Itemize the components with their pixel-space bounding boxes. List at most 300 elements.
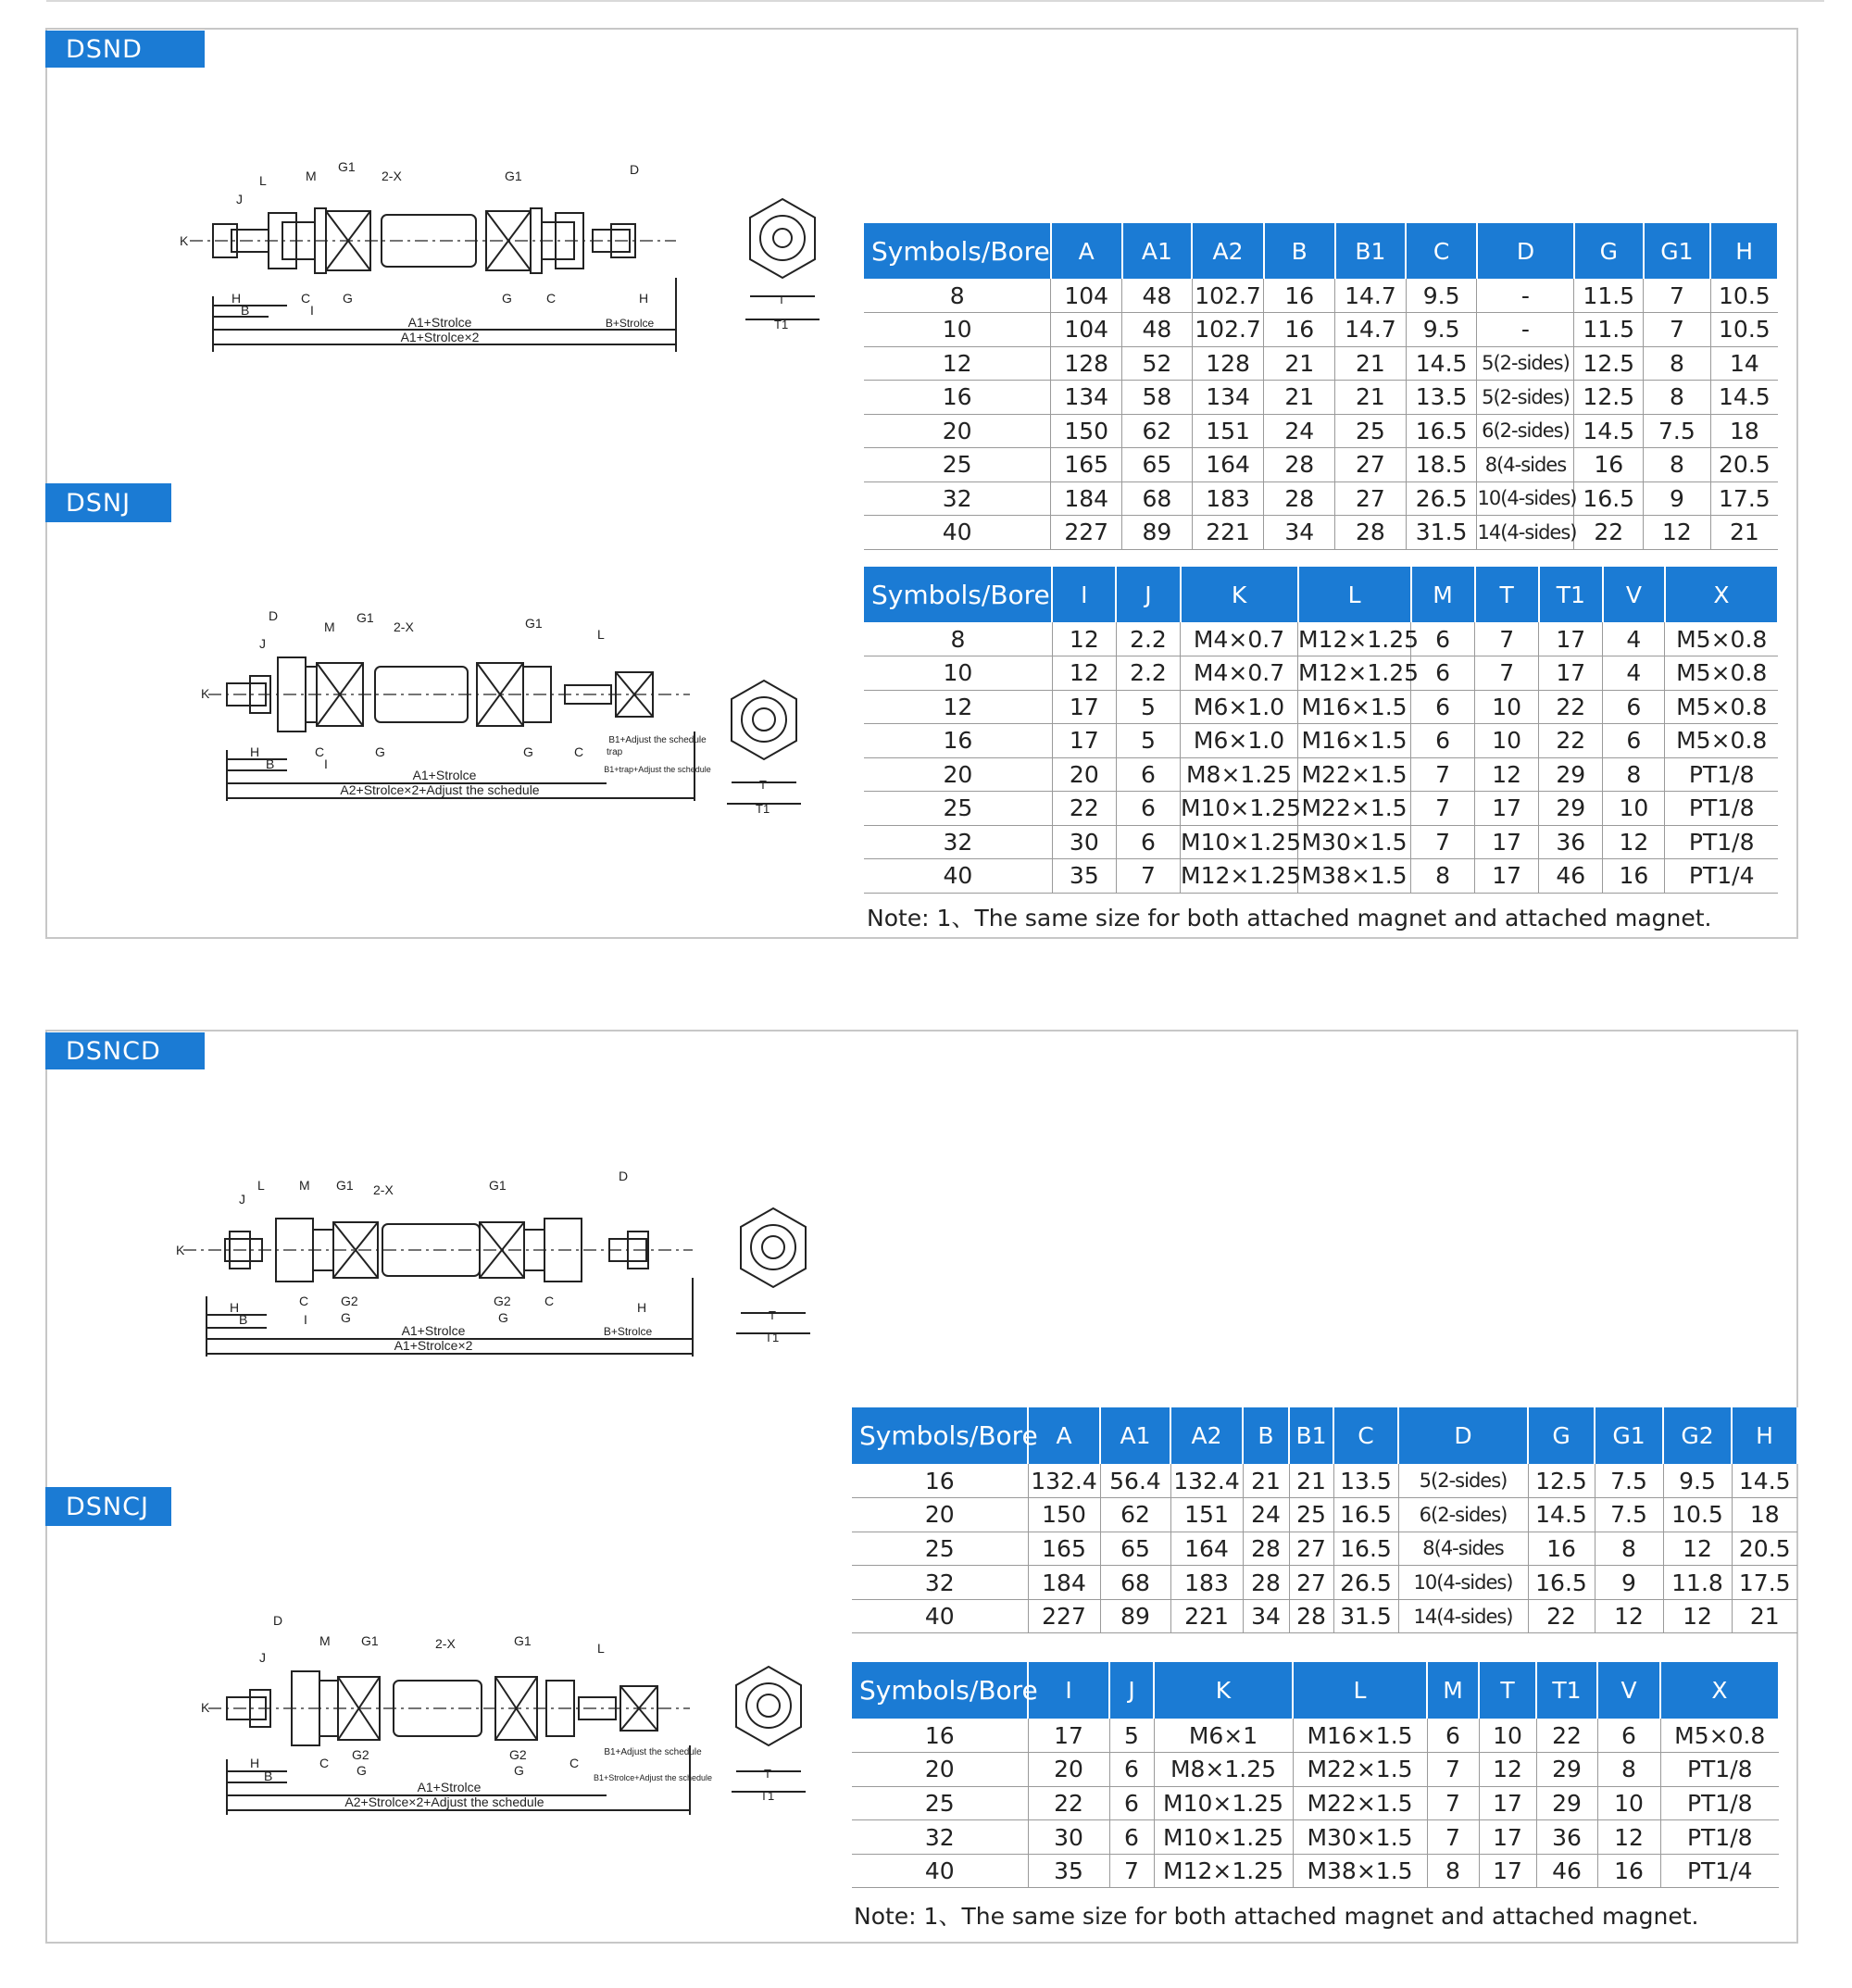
table-cell: 46 [1539, 859, 1603, 894]
column-header: G [1574, 223, 1644, 279]
table-cell: 134 [1051, 381, 1122, 415]
table-cell: 151 [1170, 1498, 1243, 1532]
table-cell: 7.5 [1595, 1464, 1663, 1498]
dim-letter: J [259, 636, 266, 651]
table-cell: M6×1 [1154, 1719, 1293, 1753]
column-header: I [1028, 1662, 1109, 1719]
table-cell: 7 [1427, 1786, 1479, 1820]
table-cell: 10 [1479, 1719, 1536, 1753]
table-cell: 16.5 [1406, 414, 1477, 448]
column-header: T1 [1536, 1662, 1597, 1719]
table-row [864, 724, 1778, 758]
table-cell: 8 [1603, 757, 1665, 792]
table-cell: 10 [1475, 724, 1539, 758]
table-cell: 12 [1479, 1753, 1536, 1787]
table-cell: 62 [1100, 1498, 1170, 1532]
table-cell: 4 [1603, 622, 1665, 656]
dim-letter: M [319, 1633, 331, 1648]
table-cell: 14.7 [1335, 313, 1407, 347]
table-cell: 2.2 [1116, 656, 1180, 691]
table-cell: 48 [1122, 279, 1193, 313]
dim-letter: H [637, 1300, 647, 1315]
table-cell: 12 [864, 346, 1051, 381]
table-cell: 21 [1264, 346, 1335, 381]
table-cell: 21 [1710, 516, 1778, 550]
table-cell: M5×0.8 [1665, 690, 1778, 724]
table-cell: 25 [864, 792, 1052, 826]
table-cell: 165 [1051, 448, 1122, 482]
table-cell: 20 [1052, 757, 1116, 792]
table-cell: 183 [1170, 1566, 1243, 1600]
table-cell: 6 [1411, 656, 1475, 691]
table-cell: 6 [1109, 1820, 1154, 1855]
dim-letter: 2-X [373, 1182, 394, 1197]
dim-letter: T [778, 293, 785, 306]
dim-letter: B [239, 1312, 248, 1327]
table-cell: 11.5 [1574, 313, 1644, 347]
section-tag-dsncd: DSNCD [45, 1032, 205, 1069]
table-row [864, 414, 1778, 448]
table-cell: 6 [1116, 792, 1180, 826]
column-header: J [1116, 567, 1180, 622]
table-cell: 32 [864, 825, 1052, 859]
table-cell: 151 [1192, 414, 1264, 448]
table-cell: 7 [1427, 1820, 1479, 1855]
table-cell: 34 [1264, 516, 1335, 550]
dim-label: B1+trap+Adjust the schedule [604, 765, 711, 774]
table-cell: 132.4 [1028, 1464, 1100, 1498]
table-cell: 7 [1644, 313, 1711, 347]
section-tag-dsncj: DSNCJ [45, 1487, 171, 1526]
table-cell: 65 [1100, 1532, 1170, 1566]
table-cell: 10 [1597, 1786, 1660, 1820]
spec-table-dsncd-dimensions [852, 1407, 1798, 1633]
dim-letter: H [250, 1756, 260, 1770]
table-cell: 16 [1264, 279, 1335, 313]
table-cell: 17 [1475, 859, 1539, 894]
table-cell: 102.7 [1192, 313, 1264, 347]
table-cell: 227 [1051, 516, 1122, 550]
column-header: K [1181, 567, 1298, 622]
table-cell: 8(4-sides [1477, 448, 1574, 482]
spec-table-dsncj-dimensions [852, 1662, 1780, 1888]
table-row [864, 346, 1778, 381]
table-cell: 8 [1644, 448, 1711, 482]
column-header: A1 [1122, 223, 1193, 279]
table-cell: 10(4-sides) [1477, 481, 1574, 516]
table-cell: 89 [1122, 516, 1193, 550]
dim-letter: 2-X [382, 169, 402, 183]
table-cell: 16 [852, 1719, 1028, 1753]
table-cell: 150 [1028, 1498, 1100, 1532]
table-row [864, 448, 1778, 482]
table-cell: 10 [864, 313, 1051, 347]
dim-label: A1+Strolce×2 [400, 330, 480, 344]
dim-letter: G [341, 1310, 351, 1325]
table-cell: 21 [1335, 346, 1407, 381]
table-cell: 10.5 [1663, 1498, 1732, 1532]
table-cell: 20 [864, 757, 1052, 792]
table-cell: 20 [1028, 1753, 1109, 1787]
table-cell: 8(4-sides [1398, 1532, 1528, 1566]
dim-letter: C [569, 1756, 580, 1770]
table-cell: 14.5 [1732, 1464, 1797, 1498]
table-cell: 7 [1427, 1753, 1479, 1787]
table-cell: 22 [1028, 1786, 1109, 1820]
table-cell: M22×1.5 [1293, 1786, 1427, 1820]
table-cell: M12×1.25 [1154, 1854, 1293, 1888]
table-cell: 25 [852, 1786, 1028, 1820]
table-row [864, 792, 1778, 826]
table-cell: 10 [1475, 690, 1539, 724]
table-cell: 29 [1536, 1753, 1597, 1787]
table-row [852, 1820, 1779, 1855]
table-cell: 26.5 [1333, 1566, 1398, 1600]
dim-label: B1+Adjust the schedule [604, 1747, 702, 1757]
table-cell: 7 [1411, 792, 1475, 826]
table-cell: 104 [1051, 279, 1122, 313]
table-cell: 8 [1644, 381, 1711, 415]
column-header: M [1411, 567, 1475, 622]
table-cell: 8 [1597, 1753, 1660, 1787]
dim-letter: H [232, 291, 242, 306]
column-header: M [1427, 1662, 1479, 1719]
table-cell: M22×1.5 [1298, 757, 1411, 792]
table-cell: 27 [1335, 481, 1407, 516]
table-row [864, 279, 1778, 313]
table-cell: 17 [1052, 724, 1116, 758]
dim-letter: G2 [509, 1747, 527, 1762]
table-cell: 16.5 [1528, 1566, 1595, 1600]
table-cell: M12×1.25 [1298, 656, 1411, 691]
table-cell: PT1/8 [1665, 825, 1778, 859]
dim-letter: H [639, 291, 649, 306]
dim-label: A1+Strolce [412, 768, 477, 782]
top-rule [46, 0, 1824, 2]
table-cell: 12 [1644, 516, 1711, 550]
dim-letter: 2-X [435, 1636, 456, 1651]
dim-letter: D [619, 1169, 629, 1183]
column-header: C [1333, 1407, 1398, 1464]
table-cell: 165 [1028, 1532, 1100, 1566]
table-cell: 30 [1028, 1820, 1109, 1855]
column-header: J [1109, 1662, 1154, 1719]
table-cell: 8 [1411, 859, 1475, 894]
table-cell: 7.5 [1644, 414, 1711, 448]
column-header: D [1477, 223, 1574, 279]
dim-letter: H [230, 1300, 240, 1315]
table-cell: 21 [1335, 381, 1407, 415]
table-cell: M5×0.8 [1660, 1719, 1779, 1753]
table-header-row [852, 1662, 1779, 1719]
table-cell: 40 [852, 1854, 1028, 1888]
table-cell: M10×1.25 [1154, 1786, 1293, 1820]
table-cell: 6 [1411, 724, 1475, 758]
dim-letter: C [544, 1294, 555, 1308]
column-header: B1 [1335, 223, 1407, 279]
table-cell: 128 [1192, 346, 1264, 381]
dim-letter: L [257, 1178, 265, 1193]
column-header: Symbols/Bore [864, 567, 1052, 622]
column-header: V [1603, 567, 1665, 622]
dim-letter: K [176, 1243, 185, 1257]
table-cell: 4 [1603, 656, 1665, 691]
table-cell: 6 [1411, 622, 1475, 656]
table-cell: 29 [1539, 792, 1603, 826]
dim-letter: trap [607, 747, 623, 757]
table-cell: 22 [1536, 1719, 1597, 1753]
dim-letter: T1 [760, 1789, 775, 1803]
table-cell: 5(2-sides) [1477, 381, 1574, 415]
dim-letter: G1 [525, 616, 543, 631]
table-cell: 221 [1170, 1599, 1243, 1633]
column-header: D [1398, 1407, 1528, 1464]
table-cell: 17 [1475, 825, 1539, 859]
table-cell: 11.8 [1663, 1566, 1732, 1600]
note-text: Note: 1、The same size for both attached magnet and attached magnet. [854, 1903, 1699, 1930]
dim-letter: J [259, 1650, 266, 1665]
table-cell: PT1/4 [1665, 859, 1778, 894]
table-cell: M10×1.25 [1181, 792, 1298, 826]
table-cell: 28 [1264, 481, 1335, 516]
dim-letter: J [239, 1192, 245, 1207]
table-cell: - [1477, 313, 1574, 347]
table-cell: 46 [1536, 1854, 1597, 1888]
table-cell: PT1/8 [1660, 1820, 1779, 1855]
table-cell: 10.5 [1710, 313, 1778, 347]
table-cell: 6(2-sides) [1398, 1498, 1528, 1532]
table-cell: 16.5 [1333, 1498, 1398, 1532]
dim-letter: G2 [352, 1747, 369, 1762]
table-cell: 16 [1597, 1854, 1660, 1888]
table-cell: PT1/8 [1665, 792, 1778, 826]
table-cell: 58 [1122, 381, 1193, 415]
table-cell: M10×1.25 [1181, 825, 1298, 859]
table-cell: 16 [1264, 313, 1335, 347]
column-header: G2 [1663, 1407, 1732, 1464]
note-text: Note: 1、The same size for both attached magnet and attached magnet. [867, 905, 1712, 931]
column-header: V [1597, 1662, 1660, 1719]
column-header: T [1479, 1662, 1536, 1719]
table-cell: 12 [1663, 1599, 1732, 1633]
table-cell: M16×1.5 [1298, 690, 1411, 724]
dim-letter: B [241, 303, 250, 318]
table-cell: 8 [1595, 1532, 1663, 1566]
table-cell: 12 [1603, 825, 1665, 859]
table-cell: 36 [1539, 825, 1603, 859]
table-cell: 40 [864, 859, 1052, 894]
table-row [864, 516, 1778, 550]
dim-letter: L [597, 627, 605, 642]
column-header: H [1710, 223, 1778, 279]
table-cell: 12 [1052, 656, 1116, 691]
table-cell: 28 [1264, 448, 1335, 482]
dim-label: A2+Strolce×2+Adjust the schedule [344, 1794, 544, 1809]
table-cell: 25 [1335, 414, 1407, 448]
table-cell: 24 [1264, 414, 1335, 448]
dim-label: A1+Strolce×2 [394, 1338, 473, 1353]
table-cell: 17 [1028, 1719, 1109, 1753]
table-cell: 9.5 [1663, 1464, 1732, 1498]
dim-letter: J [236, 192, 243, 206]
column-header: L [1293, 1662, 1427, 1719]
table-row [852, 1753, 1779, 1787]
table-cell: M10×1.25 [1154, 1820, 1293, 1855]
table-row [852, 1719, 1779, 1753]
dim-letter: C [301, 291, 311, 306]
hex-end-view-dsncj [727, 1662, 810, 1801]
dim-letter: G [343, 291, 353, 306]
table-cell: 11.5 [1574, 279, 1644, 313]
table-cell: 13.5 [1333, 1464, 1398, 1498]
dim-label: B1+Adjust the schedule [608, 735, 707, 745]
dim-letter: M [306, 169, 317, 183]
table-cell: 36 [1536, 1820, 1597, 1855]
table-cell: 17 [1479, 1854, 1536, 1888]
table-cell: 21 [1243, 1464, 1289, 1498]
table-cell: 35 [1052, 859, 1116, 894]
table-cell: 27 [1289, 1566, 1333, 1600]
table-row [864, 825, 1778, 859]
table-cell: M22×1.5 [1298, 792, 1411, 826]
dim-letter: G1 [361, 1633, 379, 1648]
table-cell: 132.4 [1170, 1464, 1243, 1498]
table-cell: M16×1.5 [1293, 1719, 1427, 1753]
dim-letter: G2 [494, 1294, 511, 1308]
table-cell: 6 [1411, 690, 1475, 724]
table-cell: 104 [1051, 313, 1122, 347]
table-cell: - [1477, 279, 1574, 313]
table-row [864, 313, 1778, 347]
dim-letter: G1 [514, 1633, 532, 1648]
column-header: A1 [1100, 1407, 1170, 1464]
dim-letter: G [502, 291, 512, 306]
column-header: B1 [1289, 1407, 1333, 1464]
table-cell: 28 [1335, 516, 1407, 550]
table-cell: 9 [1644, 481, 1711, 516]
dim-letter: T1 [765, 1331, 780, 1344]
table-cell: 20.5 [1732, 1532, 1797, 1566]
column-header: A [1051, 223, 1122, 279]
table-cell: 65 [1122, 448, 1193, 482]
table-cell: 6(2-sides) [1477, 414, 1574, 448]
table-cell: 134 [1192, 381, 1264, 415]
table-cell: 31.5 [1406, 516, 1477, 550]
table-cell: 2.2 [1116, 622, 1180, 656]
table-cell: 20 [852, 1498, 1028, 1532]
table-cell: 7 [1116, 859, 1180, 894]
table-cell: M30×1.5 [1298, 825, 1411, 859]
table-cell: 27 [1289, 1532, 1333, 1566]
table-cell: PT1/4 [1660, 1854, 1779, 1888]
dim-letter: C [299, 1294, 309, 1308]
table-cell: 16.5 [1333, 1532, 1398, 1566]
table-cell: 21 [1732, 1599, 1797, 1633]
table-cell: 10 [864, 656, 1052, 691]
table-cell: 25 [852, 1532, 1028, 1566]
table-cell: 184 [1028, 1566, 1100, 1600]
cylinder-drawing-dsnj [199, 602, 711, 806]
table-cell: 12 [1595, 1599, 1663, 1633]
dim-letter: M [324, 619, 335, 634]
section-tag-dsnd: DSND [45, 31, 205, 68]
dim-letter: H [250, 744, 260, 759]
table-cell: 6 [1116, 825, 1180, 859]
table-cell: 7.5 [1595, 1498, 1663, 1532]
table-cell: 24 [1243, 1498, 1289, 1532]
table-row [864, 757, 1778, 792]
table-cell: 40 [864, 516, 1051, 550]
table-cell: 8 [1427, 1854, 1479, 1888]
table-header-row [864, 223, 1778, 279]
table-cell: 14.7 [1335, 279, 1407, 313]
column-header: C [1406, 223, 1477, 279]
table-cell: 29 [1539, 757, 1603, 792]
table-cell: 17 [1479, 1786, 1536, 1820]
table-cell: 10(4-sides) [1398, 1566, 1528, 1600]
table-cell: 12 [1663, 1532, 1732, 1566]
table-cell: 7 [1475, 656, 1539, 691]
table-cell: M30×1.5 [1293, 1820, 1427, 1855]
table-cell: 22 [1539, 690, 1603, 724]
dim-letter: G1 [505, 169, 522, 183]
table-cell: 22 [1574, 516, 1644, 550]
table-cell: 20.5 [1710, 448, 1778, 482]
dim-label: B+Strolce [603, 1325, 653, 1338]
dim-label: B1+Strolce+Adjust the schedule [593, 1773, 713, 1782]
column-header: A2 [1192, 223, 1264, 279]
dim-letter: G [357, 1763, 367, 1778]
table-cell: 5(2-sides) [1398, 1464, 1528, 1498]
table-cell: M6×1.0 [1181, 690, 1298, 724]
dim-letter: C [315, 744, 325, 759]
cylinder-drawing-dsnd [176, 157, 694, 352]
table-cell: 10.5 [1710, 279, 1778, 313]
table-row [852, 1786, 1779, 1820]
table-cell: 89 [1100, 1599, 1170, 1633]
table-cell: 16 [864, 381, 1051, 415]
table-cell: 10 [1603, 792, 1665, 826]
dim-letter: G [498, 1310, 508, 1325]
table-cell: M8×1.25 [1154, 1753, 1293, 1787]
table-cell: 7 [1411, 825, 1475, 859]
table-cell: 18 [1710, 414, 1778, 448]
table-cell: M5×0.8 [1665, 656, 1778, 691]
dim-letter: T [764, 1767, 771, 1781]
column-header: B [1264, 223, 1335, 279]
table-cell: 31.5 [1333, 1599, 1398, 1633]
table-cell: M4×0.7 [1181, 622, 1298, 656]
table-cell: 5 [1116, 724, 1180, 758]
dim-letter: L [259, 173, 267, 188]
table-cell: 12 [1597, 1820, 1660, 1855]
table-cell: 34 [1243, 1599, 1289, 1633]
table-cell: 20 [864, 414, 1051, 448]
table-cell: M12×1.25 [1181, 859, 1298, 894]
table-cell: 56.4 [1100, 1464, 1170, 1498]
table-cell: 52 [1122, 346, 1193, 381]
table-cell: 6 [1109, 1786, 1154, 1820]
table-cell: 150 [1051, 414, 1122, 448]
table-cell: M16×1.5 [1298, 724, 1411, 758]
table-cell: 227 [1028, 1599, 1100, 1633]
dim-label: A1+Strolce [407, 315, 472, 330]
column-header: X [1665, 567, 1778, 622]
table-cell: 14 [1710, 346, 1778, 381]
table-row [864, 481, 1778, 516]
dim-letter: G [523, 744, 533, 759]
column-header: G1 [1644, 223, 1711, 279]
